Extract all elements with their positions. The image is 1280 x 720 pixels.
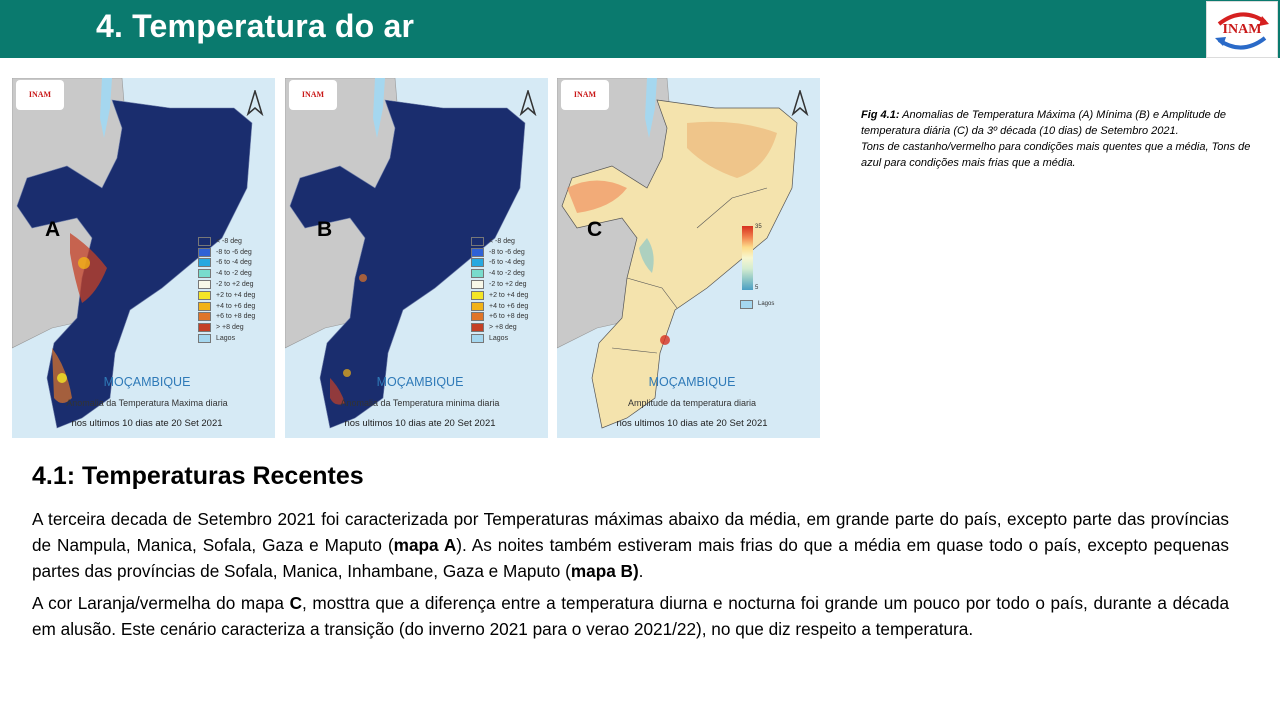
legend-item: < -8 deg (471, 236, 528, 247)
legend-item: -6 to -4 deg (471, 258, 528, 269)
map-country: MOÇAMBIQUE (103, 375, 191, 389)
legend-item: > +8 deg (471, 322, 528, 333)
north-arrow-icon (246, 90, 264, 116)
legend-item: -2 to +2 deg (471, 279, 528, 290)
map-letter: B (317, 218, 333, 241)
caption-text: Anomalias de Temperatura Máxima (A) Mínima (B) e Amplitude de temperatura diária (C) da 3º década (10 dias) de Setembro 2021. (861, 109, 1226, 137)
amplitude-colorbar (742, 226, 753, 290)
map-subtitle: Anomalia da Temperatura Maxima diaria (66, 398, 228, 408)
legend-item: Lagos (740, 299, 774, 310)
paragraph-2: A cor Laranja/vermelha do mapa C, mosttra que a diferença entre a temperatura diurna e nocturna foi grande um pouco por todo o país, durante a década em alusão. Este cenário caracteriza a transição (do inverno 2021 para o verao 2021/22), no que diz respeito a temperatura. (32, 593, 1230, 639)
legend-item: Lagos (471, 333, 528, 344)
legend-item: +4 to +6 deg (198, 301, 255, 312)
caption-fig-label: Fig 4.1: (861, 109, 900, 121)
anomaly-legend (471, 236, 528, 344)
north-arrow-icon (519, 90, 537, 116)
page-title: 4. Temperatura do ar (96, 8, 415, 44)
colorbar-min-label: 5 (755, 285, 759, 291)
legend-item: +2 to +4 deg (471, 290, 528, 301)
map-inam-logo: INAM (16, 80, 64, 110)
legend-item: +4 to +6 deg (471, 301, 528, 312)
map-letter: A (45, 218, 61, 241)
map-country: MOÇAMBIQUE (648, 375, 736, 389)
figure-caption (861, 107, 1256, 171)
anomaly-legend (198, 236, 255, 344)
colorbar-max-label: 35 (755, 224, 762, 230)
map-inam-logo: INAM (289, 80, 337, 110)
map-period: nos ultimos 10 dias ate 20 Set 2021 (344, 418, 496, 429)
legend-item: -8 to -6 deg (198, 247, 255, 258)
map-panel-b (285, 78, 548, 438)
map-panel-a (12, 78, 275, 438)
logo-text: INAM (1222, 22, 1262, 37)
legend-item: -4 to -2 deg (471, 268, 528, 279)
north-arrow-icon (791, 90, 809, 116)
legend-item: -6 to -4 deg (198, 258, 255, 269)
legend-item: -8 to -6 deg (471, 247, 528, 258)
paragraph-1: A terceira decada de Setembro 2021 foi caracterizada por Temperaturas máximas abaixo da média, em grande parte do país, excepto parte das províncias de Nampula, Manica, Sofala, Gaza e Maputo (mapa A). As noites também estiveram mais frias do que a média em quase todo o país, excepto pequenas partes das províncias de Sofala, Manica, Inhambane, Gaza e Maputo (mapa B). (32, 509, 1229, 581)
legend-item: > +8 deg (198, 322, 255, 333)
legend-item: +6 to +8 deg (198, 312, 255, 323)
legend-item: +2 to +4 deg (198, 290, 255, 301)
legend-item: -4 to -2 deg (198, 268, 255, 279)
map-panel-c (557, 78, 820, 438)
section-title: 4.1: Temperaturas Recentes (32, 462, 364, 490)
map-subtitle: Amplitude da temperatura diaria (627, 398, 757, 408)
inam-logo (1206, 1, 1278, 58)
legend-item: Lagos (198, 333, 255, 344)
caption-color-note: Tons de castanho/vermelho para condições mais quentes que a média, Tons de azul para condições mais frias que a média. (861, 141, 1251, 169)
legend-item: +6 to +8 deg (471, 312, 528, 323)
map-inam-logo: INAM (561, 80, 609, 110)
map-period: nos ultimos 10 dias ate 20 Set 2021 (71, 418, 223, 429)
map-letter: C (587, 218, 603, 241)
lakes-legend (740, 299, 774, 310)
legend-item: < -8 deg (198, 236, 255, 247)
map-period: nos ultimos 10 dias ate 20 Set 2021 (616, 418, 768, 429)
header-bar (0, 0, 1280, 58)
map-subtitle: Anomalia da Temperatura minima diaria (340, 398, 500, 408)
legend-item: -2 to +2 deg (198, 279, 255, 290)
map-country: MOÇAMBIQUE (376, 375, 464, 389)
